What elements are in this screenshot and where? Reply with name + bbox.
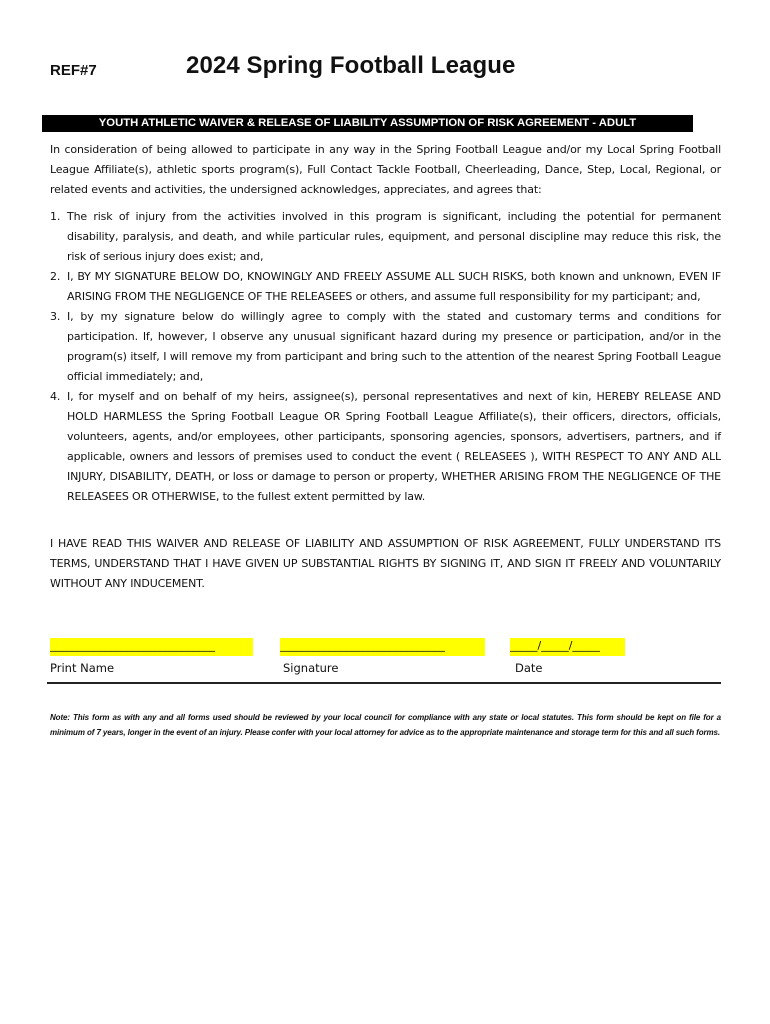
- date-field[interactable]: _____/_____/_____: [510, 638, 625, 656]
- acknowledgement-paragraph: I HAVE READ THIS WAIVER AND RELEASE OF LIABILITY AND ASSUMPTION OF RISK AGREEMENT, FULLY UNDERSTAND ITS TERMS, UNDERSTAND THAT I HAVE GIVEN UP SUBSTANTIAL RIGHTS BY SIGNING IT, AND SIGN IT FREELY AND VOLUNTARILY WITHOUT ANY INDUCEMENT.: [50, 537, 721, 590]
- document-title: 2024 Spring Football League: [186, 52, 516, 79]
- clause-text: I, BY MY SIGNATURE BELOW DO, KNOWINGLY AND FREELY ASSUME ALL SUCH RISKS, both known and unknown, EVEN IF ARISING FROM THE NEGLIGENCE OF THE RELEASEES or others, and assume full responsibility for my participant; and,: [67, 270, 721, 303]
- clause-number: 2.: [50, 270, 61, 283]
- clause-text: The risk of injury from the activities involved in this program is significant, including the potential for permanent disability, paralysis, and death, and while particular rules, equipment, and personal discipline may reduce this risk, the risk of serious injury does exist; and,: [67, 210, 721, 263]
- signature-label: Signature: [283, 661, 339, 675]
- clause-item: [50, 207, 721, 267]
- clause-list: [50, 207, 721, 507]
- clause-number: 1.: [50, 210, 61, 223]
- print-name-label: Print Name: [50, 661, 115, 675]
- divider-rule: [47, 682, 721, 684]
- clause-number: 4.: [50, 390, 61, 403]
- intro-paragraph: In consideration of being allowed to participate in any way in the Spring Football League and/or my Local Spring Football League Affiliate(s), athletic sports program(s), Full Contact Tackle Football, Cheerleading, Dance, Step, Local, Regional, or related events and activities, the undersigned acknowledges, appreciates, and agrees that:: [50, 143, 721, 196]
- reference-number: REF#7: [50, 62, 97, 79]
- signature-field[interactable]: ______________________________: [280, 638, 485, 656]
- print-name-field[interactable]: ______________________________: [50, 638, 253, 656]
- clause-text: I, for myself and on behalf of my heirs, assignee(s), personal representatives and next of kin, HEREBY RELEASE AND HOLD HARMLESS the Spring Football League OR Spring Football League Affiliate(s), their officers, directors, officials, volunteers, agents, and/or employees, other participants, sponsoring agencies, sponsors, advertisers, partners, and if applicable, owners and lessors of premises used to conduct the event ( RELEASEES ), WITH RESPECT TO ANY AND ALL INJURY, DISABILITY, DEATH, or loss or damage to person or property, WHETHER ARISING FROM THE NEGLIGENCE OF THE RELEASEES OR OTHERWISE, to the fullest extent permitted by law.: [67, 390, 721, 503]
- agreement-banner: YOUTH ATHLETIC WAIVER & RELEASE OF LIABILITY ASSUMPTION OF RISK AGREEMENT - ADULT: [42, 115, 693, 132]
- clause-item: [50, 387, 721, 507]
- clause-number: 3.: [50, 310, 61, 323]
- clause-item: [50, 267, 721, 307]
- clause-item: [50, 307, 721, 387]
- clause-text: I, by my signature below do willingly agree to comply with the stated and customary terms and conditions for participation. If, however, I observe any unusual significant hazard during my presence or participation, and/or in the program(s) itself, I will remove my from participant and bring such to the attention of the nearest Spring Football League official immediately; and,: [67, 310, 721, 383]
- date-label: Date: [515, 661, 543, 675]
- footer-note: Note: This form as with any and all forms used should be reviewed by your local council for compliance with any state or local statutes. This form should be kept on file for a minimum of 7 years, longer in the event of an injury. Please confer with your local attorney for advice as to the appropriate maintenance and storage term for this and all such forms.: [50, 713, 721, 737]
